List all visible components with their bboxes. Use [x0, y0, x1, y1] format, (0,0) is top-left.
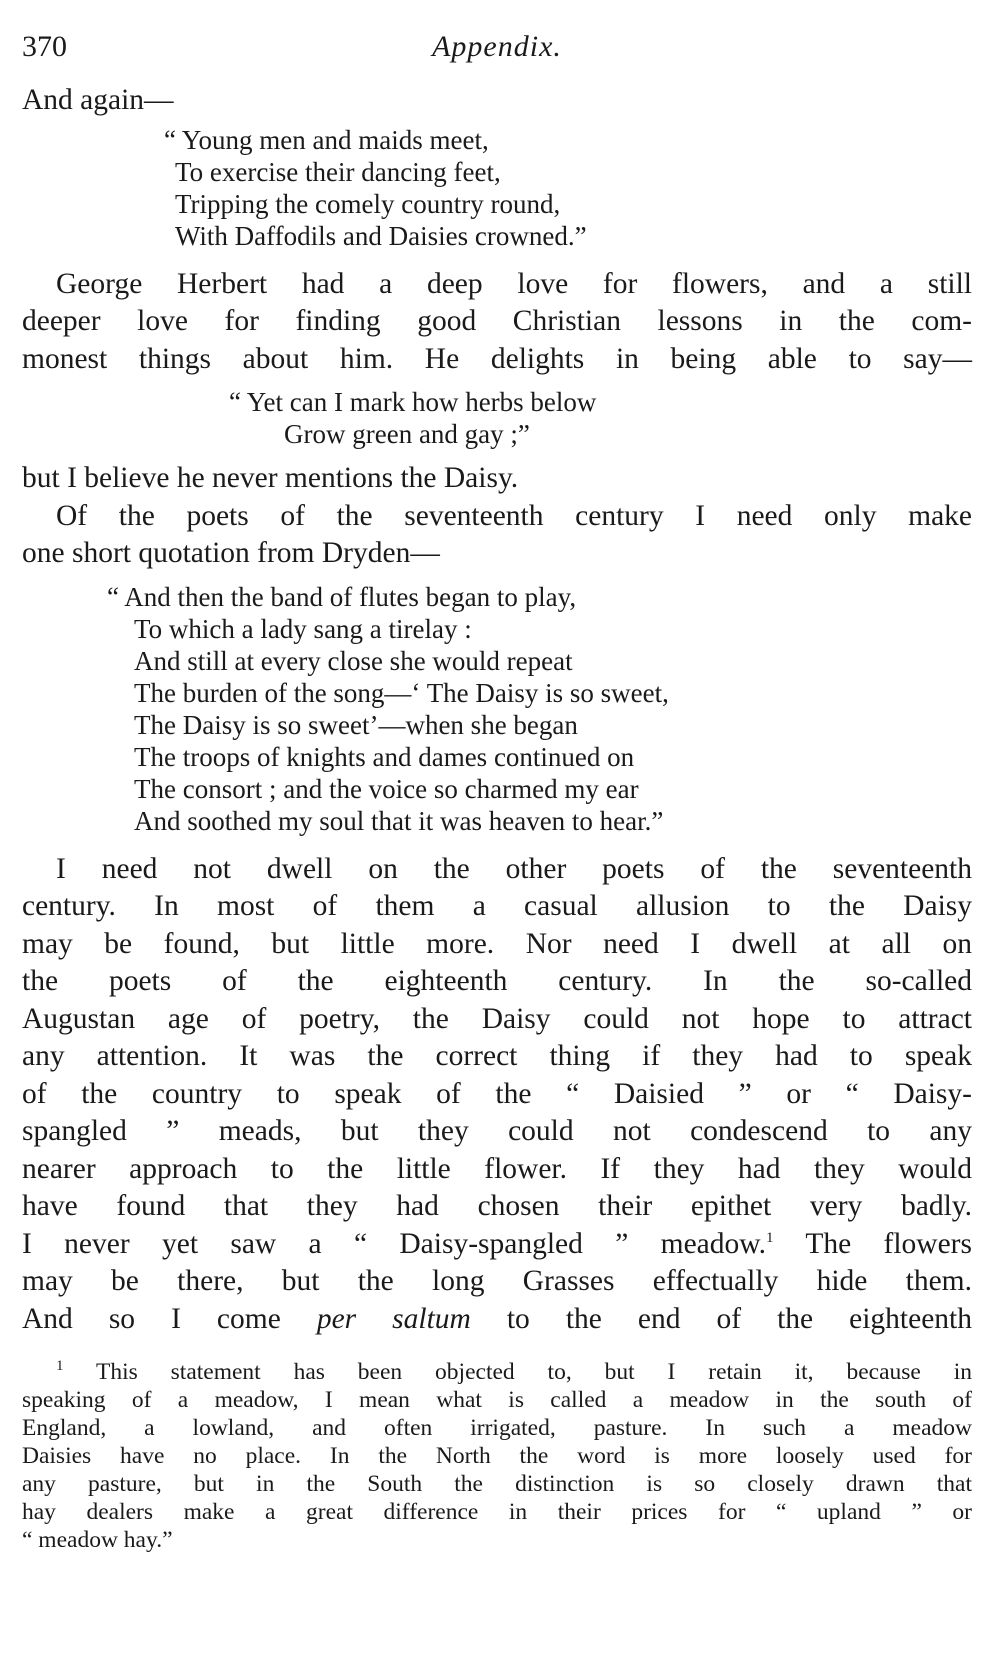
paragraph-eighteenth-century — [22, 851, 972, 1339]
verse-line: The Daisy is so sweet’—when she began — [134, 709, 578, 740]
verse-line: And soothed my soul that it was heaven to hear.” — [134, 805, 664, 836]
footnote-line: hay dealers make a great difference in their prices for “ upland ” or — [22, 1499, 972, 1525]
text-line: have found that they had chosen their epithet very badly. — [22, 1190, 972, 1222]
footnote-marker: 1 — [56, 1358, 64, 1375]
footnote-line: speaking of a meadow, I mean what is called a meadow in the south of — [22, 1387, 972, 1413]
text-line: of the country to speak of the “ Daisied ” or “ Daisy- — [22, 1077, 972, 1110]
footnote-reference[interactable]: 1 — [766, 1229, 774, 1246]
text-line: George Herbert had a deep love for flowers, and a still — [56, 267, 972, 300]
page-header — [22, 0, 972, 72]
verse-line: To exercise their dancing feet, — [175, 156, 501, 187]
text-line: I need not dwell on the other poets of the seventeenth — [56, 852, 972, 885]
intro-line — [22, 82, 972, 120]
text-fragment: to the end of the eighteenth — [470, 1302, 973, 1335]
running-head: Appendix. — [432, 30, 562, 63]
footnote-line: England, a lowland, and often irrigated, pasture. In such a meadow — [22, 1415, 972, 1441]
text-line: spangled ” meads, but they could not condescend to any — [22, 1115, 972, 1147]
text-line: the poets of the eighteenth century. In the so-called — [22, 965, 972, 997]
text-line: nearer approach to the little flower. If they had they would — [22, 1152, 972, 1185]
verse-quotation-dryden — [22, 581, 972, 837]
text-line: Of the poets of the seventeenth century I need only make — [56, 499, 972, 532]
verse-quotation-1 — [22, 124, 972, 252]
text-fragment: And so I come — [22, 1302, 317, 1335]
text-line: any attention. It was the correct thing if they had to speak — [22, 1040, 972, 1072]
text-line: And again— — [22, 84, 174, 116]
verse-line: With Daffodils and Daisies crowned.” — [175, 220, 587, 251]
verse-line: And still at every close she would repeat — [134, 645, 573, 676]
footnote-line: Daisies have no place. In the North the word is more loosely used for — [22, 1443, 972, 1469]
italic-phrase: per saltum — [316, 1302, 471, 1335]
text-line: Augustan age of poetry, the Daisy could not hope to attract — [22, 1002, 972, 1035]
verse-line: “ And then the band of flutes began to play, — [107, 581, 577, 612]
text-line: century. In most of them a casual allusion to the Daisy — [22, 890, 972, 922]
text-fragment: This statement has been objected to, but I retain it, because in — [63, 1359, 972, 1385]
verse-line: The burden of the song—‘ The Daisy is so sweet, — [134, 677, 669, 708]
verse-line: The troops of knights and dames continued on — [134, 741, 635, 772]
verse-line: Grow green and gay ;” — [284, 419, 530, 449]
footnote — [22, 1358, 972, 1554]
verse-quotation-2 — [22, 386, 972, 450]
verse-line: “ Yet can I mark how herbs below — [229, 387, 597, 417]
text-line: may be found, but little more. Nor need I dwell at all on — [22, 927, 972, 960]
footnote-line: “ meadow hay.” — [22, 1527, 173, 1553]
text-fragment: The flowers — [773, 1227, 972, 1260]
text-line: deeper love for finding good Christian lessons in the com- — [22, 305, 972, 337]
text-line — [22, 1226, 972, 1264]
footnote-line — [22, 1358, 972, 1386]
paragraph-dryden-intro — [22, 460, 972, 573]
text-line: one short quotation from Dryden— — [22, 537, 440, 569]
text-line: may be there, but the long Grasses effectually hide them. — [22, 1265, 972, 1297]
text-line — [22, 1301, 972, 1339]
paragraph-herbert — [22, 266, 972, 379]
verse-line: “ Young men and maids meet, — [164, 124, 489, 155]
book-page — [22, 0, 972, 1554]
verse-line: The consort ; and the voice so charmed my ear — [134, 773, 639, 804]
footnote-line: any pasture, but in the South the distinction is so closely drawn that — [22, 1471, 972, 1497]
text-fragment: I never yet saw a “ Daisy-spangled ” meadow. — [22, 1227, 767, 1260]
text-line: but I believe he never mentions the Daisy. — [22, 462, 519, 494]
verse-line: Tripping the comely country round, — [175, 188, 561, 219]
page-number: 370 — [22, 30, 67, 63]
text-line: monest things about him. He delights in being able to say— — [22, 342, 972, 375]
verse-line: To which a lady sang a tirelay : — [134, 613, 472, 644]
